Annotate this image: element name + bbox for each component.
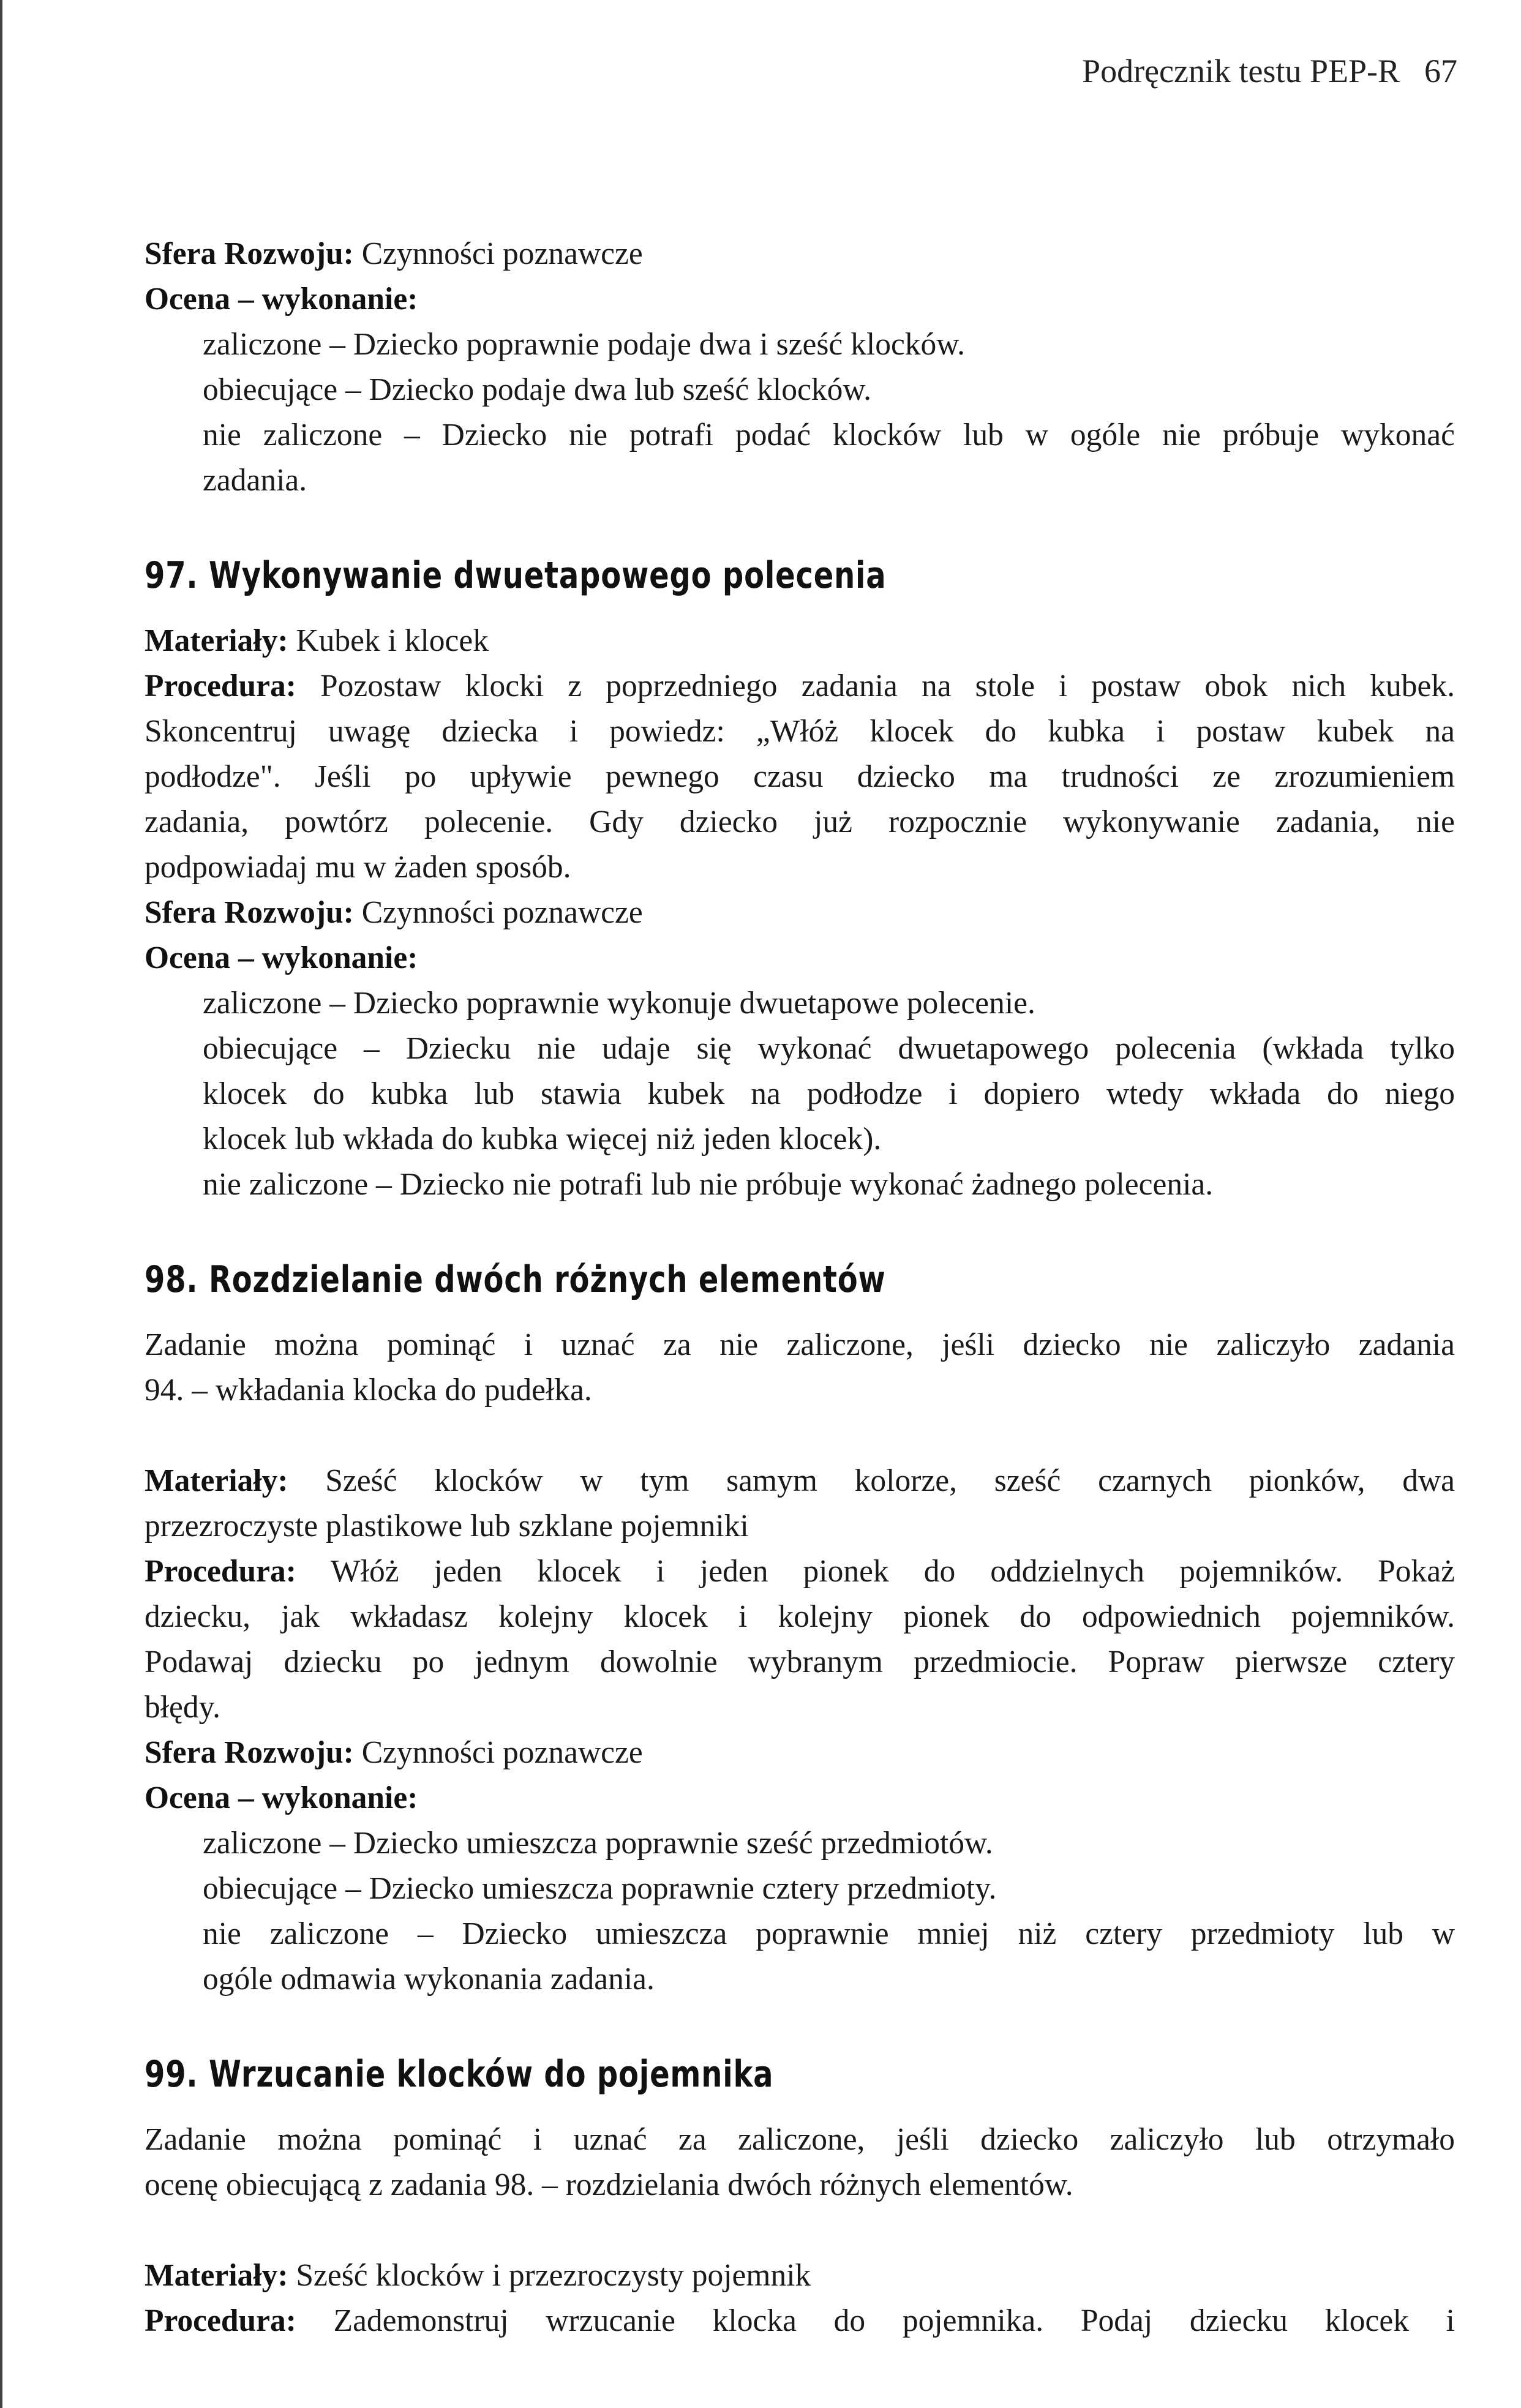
s98-intro-line-1: Zadanie można pominąć i uznać za nie zaliczone, jeśli dziecko nie zaliczyło zadania (145, 1327, 1455, 1362)
materialy-label: Materiały: (145, 1463, 288, 1498)
intro-sfera-line (145, 231, 1455, 277)
s97-procedura-line-3: podłodze". Jeśli po upływie pewnego czasu dziecko ma trudności ze zrozumieniem (145, 759, 1455, 794)
s98-ocena-zaliczone: zaliczone – Dziecko umieszcza poprawnie sześć przedmiotów. (203, 1826, 993, 1861)
s97-ocena-obiecujace-3: klocek lub wkłada do kubka więcej niż jeden klocek). (203, 1122, 882, 1157)
section-97-heading: 97. Wykonywanie dwuetapowego polecenia (145, 554, 887, 597)
sfera-value: Czynności poznawcze (353, 236, 643, 271)
s97-ocena-obiecujace-2: klocek do kubka lub stawia kubek na podłodze i dopiero wtedy wkłada do niego (203, 1076, 1455, 1111)
s97-ocena-label: Ocena – wykonanie: (145, 940, 418, 975)
procedura-label: Procedura: (145, 669, 296, 703)
s97-ocena-nie-zaliczone: nie zaliczone – Dziecko nie potrafi lub nie próbuje wykonać żadnego polecenia. (203, 1167, 1214, 1202)
sfera-value: Czynności poznawcze (353, 895, 643, 930)
s99-procedura-line-1 (145, 2298, 1455, 2344)
sfera-label: Sfera Rozwoju: (145, 895, 354, 930)
section-98-heading: 98. Rozdzielanie dwóch różnych elementów (145, 1258, 886, 1301)
s97-procedura-line-5: podpowiadaj mu w żaden sposób. (145, 850, 571, 885)
procedura-text: Pozostaw klocki z poprzedniego zadania na stole i postaw obok nich kubek. (296, 669, 1455, 703)
s98-procedura-line-4: błędy. (145, 1690, 220, 1725)
s98-sfera-line (145, 1730, 1455, 1776)
materialy-text: Sześć klocków w tym samym kolorze, sześć czarnych pionków, dwa (288, 1463, 1455, 1498)
sfera-value: Czynności poznawcze (353, 1735, 643, 1770)
procedura-text: Zademonstruj wrzucanie klocka do pojemnika. Podaj dziecku klocek i (296, 2303, 1455, 2338)
running-header (1082, 52, 1457, 90)
procedura-label: Procedura: (145, 2303, 296, 2338)
s98-ocena-nie-zaliczone: nie zaliczone – Dziecko umieszcza poprawnie mniej niż cztery przedmioty lub w (203, 1916, 1455, 1951)
s98-procedura-line-1 (145, 1549, 1455, 1594)
scan-edge-line (0, 0, 2, 2408)
s97-sfera-line (145, 890, 1455, 936)
s97-procedura-line-1 (145, 664, 1455, 709)
section-99-heading: 99. Wrzucanie klocków do pojemnika (145, 2053, 774, 2096)
s98-procedura-line-3: Podawaj dziecku po jednym dowolnie wybranym przedmiocie. Popraw pierwsze cztery (145, 1645, 1455, 1679)
page-body (145, 231, 1455, 2344)
materialy-label: Materiały: (145, 623, 288, 658)
intro-ocena-label: Ocena – wykonanie: (145, 282, 418, 317)
intro-ocena-nie-zaliczone-cont: zadania. (203, 463, 307, 498)
s97-ocena-zaliczone: zaliczone – Dziecko poprawnie wykonuje dwuetapowe polecenie. (203, 986, 1035, 1021)
s97-materialy-line (145, 618, 1455, 664)
s98-intro-line-2: 94. – wkładania klocka do pudełka. (145, 1373, 592, 1408)
s97-procedura-line-2: Skoncentruj uwagę dziecka i powiedz: „Włóż klocek do kubka i postaw kubek na (145, 714, 1455, 749)
page-number: 67 (1424, 53, 1457, 89)
s97-procedura-line-4: zadania, powtórz polecenie. Gdy dziecko już rozpocznie wykonywanie zadania, nie (145, 805, 1455, 839)
intro-ocena-zaliczone: zaliczone – Dziecko poprawnie podaje dwa i sześć klocków. (203, 327, 966, 362)
materialy-value: Kubek i klocek (288, 623, 489, 658)
materialy-value: Sześć klocków i przezroczysty pojemnik (288, 2258, 811, 2293)
s97-ocena-obiecujace-1: obiecujące – Dziecku nie udaje się wykonać dwuetapowego polecenia (wkłada tylko (203, 1031, 1455, 1066)
s99-materialy-line (145, 2253, 1455, 2298)
s98-ocena-label: Ocena – wykonanie: (145, 1780, 418, 1815)
s98-materialy-line-1 (145, 1458, 1455, 1504)
intro-ocena-nie-zaliczone: nie zaliczone – Dziecko nie potrafi podać klocków lub w ogóle nie próbuje wykonać (203, 418, 1455, 452)
s99-intro-line-2: ocenę obiecującą z zadania 98. – rozdzielania dwóch różnych elementów. (145, 2167, 1073, 2202)
s99-intro-line-1: Zadanie można pominąć i uznać za zaliczone, jeśli dziecko zaliczyło lub otrzymało (145, 2122, 1455, 2157)
materialy-label: Materiały: (145, 2258, 288, 2293)
sfera-label: Sfera Rozwoju: (145, 236, 354, 271)
procedura-text: Włóż jeden klocek i jeden pionek do oddzielnych pojemników. Pokaż (296, 1554, 1455, 1589)
s98-ocena-obiecujace: obiecujące – Dziecko umieszcza poprawnie cztery przedmioty. (203, 1871, 997, 1906)
header-title: Podręcznik testu PEP-R (1082, 53, 1400, 89)
sfera-label: Sfera Rozwoju: (145, 1735, 354, 1770)
s98-ocena-nie-zaliczone-cont: ogóle odmawia wykonania zadania. (203, 1962, 655, 1997)
intro-ocena-obiecujace: obiecujące – Dziecko podaje dwa lub sześć klocków. (203, 372, 872, 407)
s98-procedura-line-2: dziecku, jak wkładasz kolejny klocek i kolejny pionek do odpowiednich pojemników. (145, 1599, 1455, 1634)
procedura-label: Procedura: (145, 1554, 296, 1589)
s98-materialy-line-2: przezroczyste plastikowe lub szklane pojemniki (145, 1509, 749, 1543)
